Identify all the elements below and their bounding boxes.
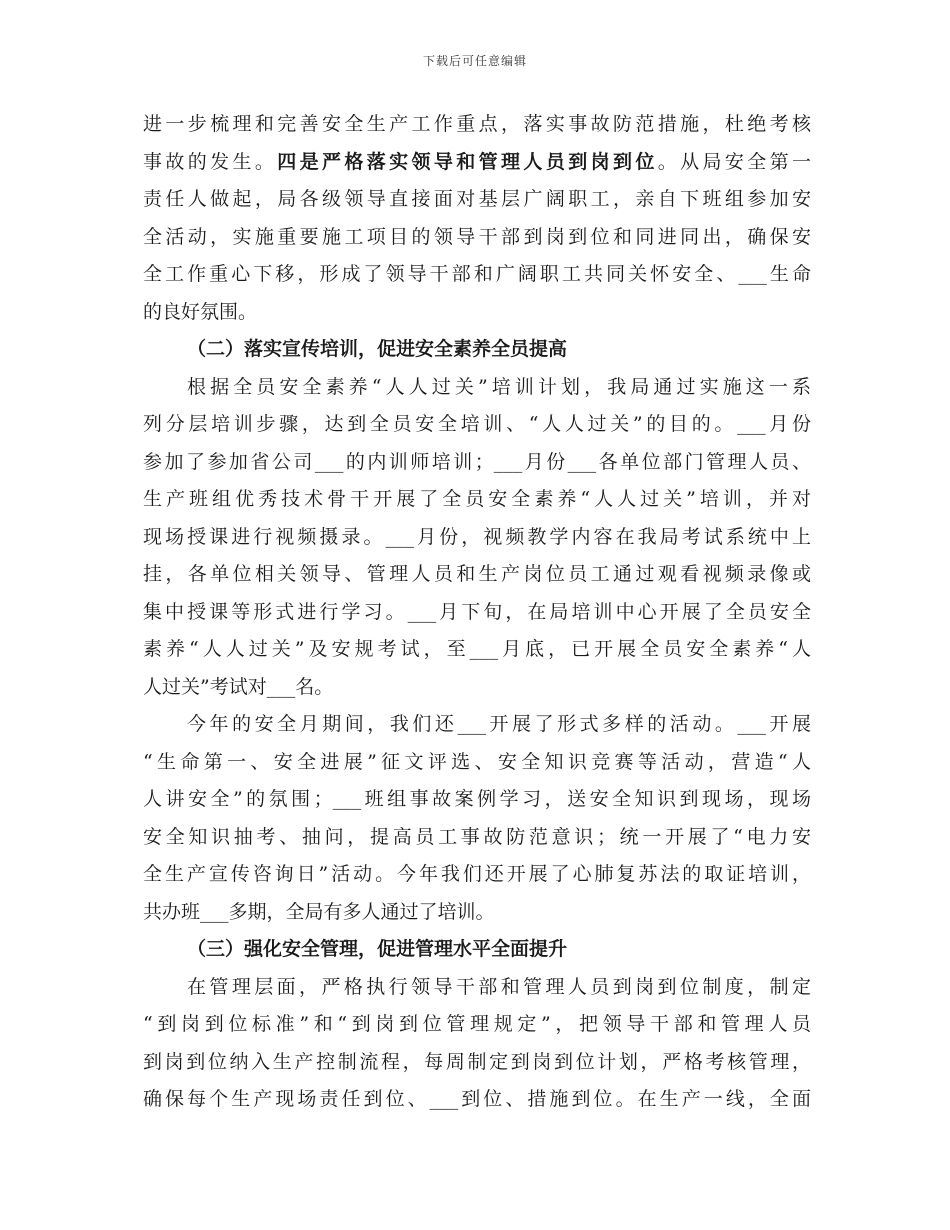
paragraph-1 bbox=[143, 106, 811, 331]
document-body bbox=[143, 106, 811, 1119]
text-line: 到岗到位纳入生产控制流程，每周制定到岗到位计划，严格考核管理， bbox=[143, 1050, 811, 1073]
text-line: 安全知识抽考、抽问，提高员工事故防范意识；统一开展了“电力安 bbox=[143, 825, 811, 848]
section-heading-2: （二）落实宣传培训，促进安全素养全员提高 bbox=[187, 338, 568, 360]
paragraph-4 bbox=[143, 969, 811, 1119]
text-line: 共办班___多期，全局有多人通过了培训。 bbox=[143, 900, 495, 923]
paragraph-2 bbox=[143, 369, 811, 707]
text-line: “生命第一、安全进展”征文评选、安全知识竞赛等活动，营造“人 bbox=[143, 750, 811, 773]
text-line: 全生产宣传咨询日”活动。今年我们还开展了心肺复苏法的取证培训， bbox=[143, 863, 811, 885]
text-run: 。从局安全第一 bbox=[657, 150, 811, 173]
text-line: 生产班组优秀技术骨干开展了全员安全素养“人人过关”培训，并对 bbox=[143, 488, 811, 510]
text-line: 确保每个生产现场责任到位、___到位、措施到位。在生产一线，全面 bbox=[143, 1088, 811, 1110]
text-line: 责任人做起，局各级领导直接面对基层广阔职工，亲自下班组参加安 bbox=[143, 188, 811, 210]
text-line: 进一步梳理和完善安全生产工作重点，落实事故防范措施，杜绝考核 bbox=[143, 113, 811, 135]
text-line: 的良好氛围。 bbox=[143, 300, 258, 323]
text-line: 现场授课进行视频摄录。___月份，视频教学内容在我局考试系统中上 bbox=[143, 525, 811, 548]
text-line: 人过关”考试对___名。 bbox=[143, 675, 334, 698]
text-line: 素养“人人过关”及安规考试，至___月底，已开展全员安全素养“人 bbox=[143, 638, 811, 660]
text-line: 今年的安全月期间，我们还___开展了形式多样的活动。___开展 bbox=[187, 713, 811, 735]
text-line: 全工作重心下移，形成了领导干部和广阔职工共同关怀安全、___生命 bbox=[143, 263, 811, 285]
text-line: “到岗到位标准”和“到岗到位管理规定”，把领导干部和管理人员 bbox=[143, 1013, 811, 1035]
text-line: 在管理层面，严格执行领导干部和管理人员到岗到位制度，制定 bbox=[187, 975, 811, 998]
text-line: 人讲安全”的氛围；___班组事故案例学习，送安全知识到现场，现场 bbox=[143, 788, 811, 810]
text-line: 根据全员安全素养“人人过关”培训计划，我局通过实施这一系 bbox=[187, 375, 811, 398]
section-heading-3: （三）强化安全管理，促进管理水平全面提升 bbox=[187, 938, 568, 960]
text-run: 事故的发生。 bbox=[143, 150, 278, 173]
text-line: 列分层培训步骤，达到全员安全培训、“人人过关”的目的。___月份 bbox=[143, 413, 811, 435]
page-header: 下载后可任意编辑 bbox=[422, 54, 527, 68]
text-line: 集中授课等形式进行学习。___月下旬，在局培训中心开展了全员安全 bbox=[143, 600, 811, 623]
paragraph-3 bbox=[143, 706, 811, 931]
text-line: 挂，各单位相关领导、管理人员和生产岗位员工通过观看视频录像或 bbox=[143, 563, 811, 585]
bold-text-run: 四是严格落实领导和管理人员到岗到位 bbox=[277, 150, 658, 173]
text-line: 全活动，实施重要施工项目的领导干部到岗到位和同进同出，确保安 bbox=[143, 225, 811, 248]
text-line-mixed bbox=[143, 144, 811, 182]
text-line: 参加了参加省公司___的内训师培训；___月份___各单位部门管理人员、 bbox=[143, 450, 811, 473]
